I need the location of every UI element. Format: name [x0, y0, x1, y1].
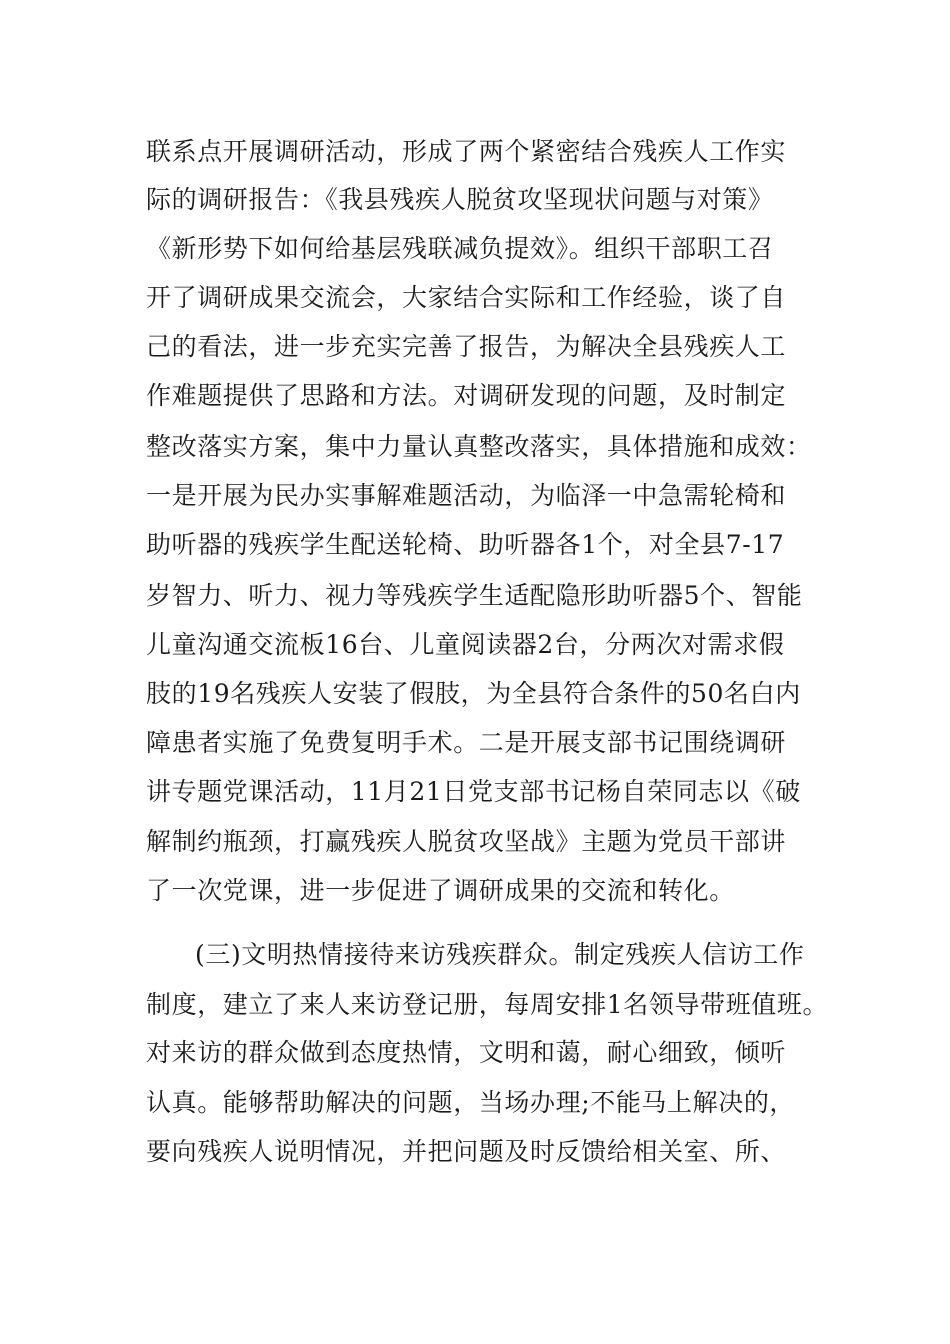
paragraph-line: 障患者实施了免费复明手术。二是开展支部书记围绕调研 [146, 728, 787, 757]
paragraph-line: 制度，建立了来人来访登记册，每周安排1名领导带班值班。 [146, 990, 829, 1019]
paragraph-line: 儿童沟通交流板16台、儿童阅读器2台，分两次对需求假 [146, 630, 785, 659]
paragraph-line: 己的看法，进一步充实完善了报告，为解决全县残疾人工 [146, 332, 787, 361]
paragraph-line: 助听器的残疾学生配送轮椅、助听器各1个，对全县7-17 [146, 530, 785, 559]
paragraph-line: 岁智力、听力、视力等残疾学生适配隐形助听器5个、智能 [146, 581, 803, 610]
paragraph-line: 肢的19名残疾人安装了假肢，为全县符合条件的50名白内 [146, 679, 801, 708]
paragraph-line: 作难题提供了思路和方法。对调研发现的问题，及时制定 [146, 381, 787, 410]
paragraph-line: 际的调研报告：《我县残疾人脱贫攻坚现状问题与对策》 [146, 185, 774, 214]
paragraph-line: 整改落实方案，集中力量认真整改落实，具体措施和成效： [146, 432, 812, 461]
paragraph-line: 开了调研成果交流会，大家结合实际和工作经验，谈了自 [146, 283, 787, 312]
paragraph-line: 联系点开展调研活动，形成了两个紧密结合残疾人工作实 [146, 137, 787, 166]
paragraph-line: 认真。能够帮助解决的问题，当场办理;不能马上解决的， [146, 1088, 796, 1117]
paragraph-line: 要向残疾人说明情况，并把问题及时反馈给相关室、所、 [146, 1137, 787, 1166]
paragraph-line: 了一次党课，进一步促进了调研成果的交流和转化。 [146, 876, 735, 905]
paragraph-line: 解制约瓶颈，打赢残疾人脱贫攻坚战》主题为党员干部讲 [146, 827, 787, 856]
paragraph-line: 对来访的群众做到态度热情，文明和蔼，耐心细致，倾听 [146, 1038, 787, 1067]
paragraph-line: 讲专题党课活动，11月21日党支部书记杨自荣同志以《破 [146, 777, 801, 806]
paragraph-line: 一是开展为民办实事解难题活动，为临泽一中急需轮椅和 [146, 481, 787, 510]
paragraph-line: 《新形势下如何给基层残联减负提效》。组织干部职工召 [146, 234, 774, 263]
section-heading-line: (三)文明热情接待来访残疾群众。制定残疾人信访工作 [195, 940, 805, 969]
